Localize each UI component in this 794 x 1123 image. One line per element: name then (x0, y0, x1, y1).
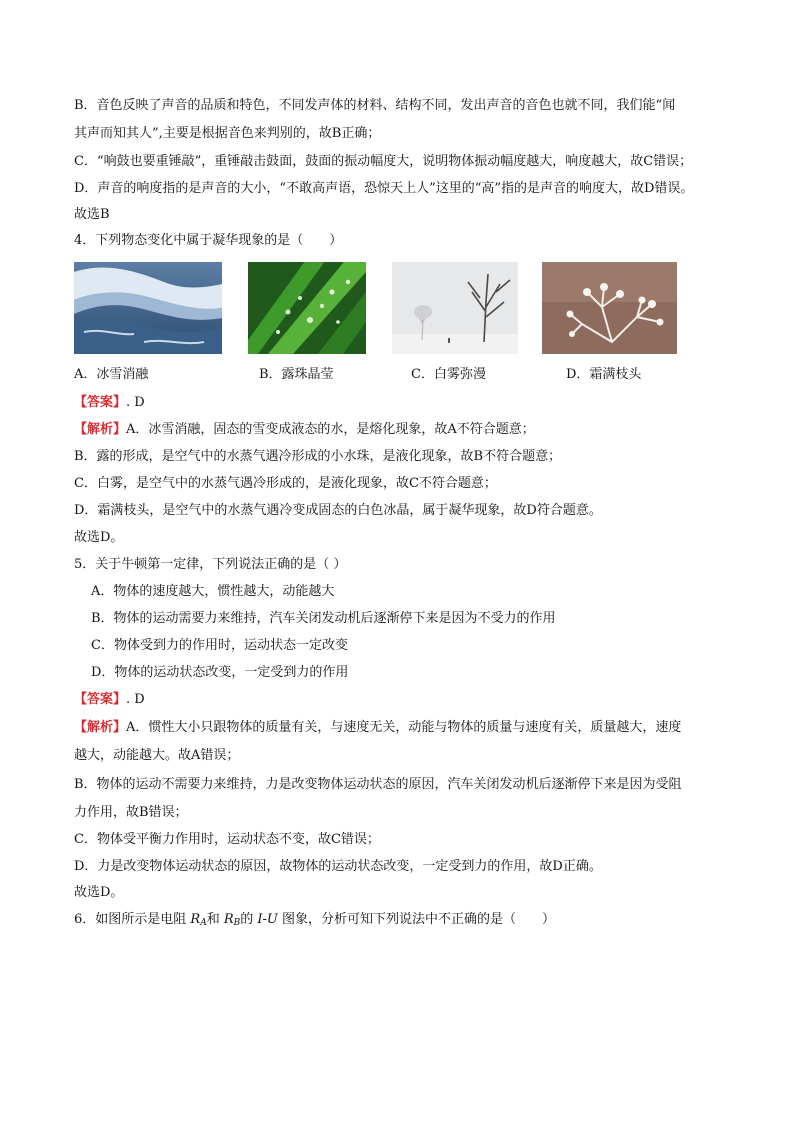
q4-option-b: B．露珠晶莹 (259, 367, 334, 382)
q5-analysis-b1: B．物体的运动不需要力来维持，力是改变物体运动状态的原因，汽车关闭发动机后逐渐停下来是因为受阻 (74, 777, 682, 792)
prev-explanation-c-line: C．“响鼓也要重锤敲”，重锤敲击鼓面，鼓面的振动幅度大，说明物体振动幅度越大，响度越大，故C错误； (74, 154, 693, 169)
q6-r-sub-b: B (233, 918, 241, 928)
q4-analysis-a (74, 421, 535, 439)
q6-suffix: 图象，分析可知下列说法中不正确的是（ ） (277, 912, 556, 927)
q5-option-a: A．物体的速度越大，惯性越大，动能越大 (91, 584, 335, 599)
q5-analysis-a1-text: A．惯性大小只跟物体的质量有关，与速度无关，动能与物体的质量与速度有关，质量越大，速度 (126, 720, 682, 735)
q5-option-b: B．物体的运动需要力来维持，汽车关闭发动机后逐渐停下来是因为不受力的作用 (91, 611, 556, 626)
prev-conclusion: 故选B (74, 207, 110, 222)
q4-analysis-b: B．露的形成，是空气中的水蒸气遇冷形成的小水珠，是液化现象，故B不符合题意； (74, 449, 562, 464)
q4-option-a: A．冰雪消融 (74, 367, 149, 382)
q5-analysis-a2: 越大，动能越大。故A错误； (74, 748, 240, 763)
q5-answer-tag: 【答案】 (74, 692, 127, 707)
q6-prefix: 6．如图所示是电阻 (74, 912, 191, 927)
frost-branch-photo (542, 262, 677, 354)
q5-option-c: C．物体受到力的作用时，运动状态一定改变 (91, 638, 348, 653)
q5-answer (74, 691, 145, 709)
q6-r-symbol-b: R (223, 912, 234, 927)
q5-answer-value: . D (126, 692, 145, 707)
q4-answer-value: . D (126, 395, 145, 410)
q5-option-d: D．物体的运动状态改变，一定受到力的作用 (91, 665, 349, 680)
q4-analysis-d: D．霜满枝头，是空气中的水蒸气遇冷变成固态的白色冰晶，属于凝华现象，故D符合题意。 (74, 503, 602, 518)
q5-conclusion: 故选D。 (74, 885, 124, 900)
q5-analysis-b2: 力作用，故B错误； (74, 805, 188, 820)
q4-analysis-a-text: A．冰雪消融，固态的雪变成液态的水，是熔化现象，故A不符合题意； (126, 422, 535, 437)
q4-analysis-tag: 【解析】 (74, 422, 127, 437)
q5-analysis-a1 (74, 719, 681, 737)
q4-analysis-c: C．白雾，是空气中的水蒸气遇冷形成的，是液化现象，故C不符合题意； (74, 476, 497, 491)
q6-r-symbol-a: R (190, 912, 201, 927)
q6-of: 的 (240, 912, 258, 927)
dew-drops-photo (248, 262, 366, 354)
q4-conclusion: 故选D。 (74, 530, 124, 545)
melting-ice-photo (74, 262, 222, 354)
q6-r-sub-a: A (200, 918, 207, 928)
q6-stem (74, 911, 555, 932)
q4-option-c: C．白雾弥漫 (411, 367, 486, 382)
q4-stem: 4．下列物态变化中属于凝华现象的是（ ） (74, 233, 343, 248)
q5-analysis-d: D．力是改变物体运动状态的原因，故物体的运动状态改变，一定受到力的作用，故D正确。 (74, 859, 602, 874)
q5-stem: 5．关于牛顿第一定律，下列说法正确的是（ ） (74, 557, 347, 572)
q4-answer-tag: 【答案】 (74, 395, 127, 410)
q5-analysis-tag: 【解析】 (74, 720, 127, 735)
prev-explanation-d-line: D．声音的响度指的是声音的大小，“不敢高声语，恐惊天上人”这里的“高”指的是声音的响度大，故D错误。 (74, 181, 694, 196)
q4-answer (74, 394, 145, 412)
q5-analysis-c: C．物体受平衡力作用时，运动状态不变，故C错误； (74, 832, 380, 847)
fog-tree-photo (392, 262, 518, 354)
prev-explanation-b-line2: 其声而知其人”,主要是根据音色来判别的，故B正确； (74, 126, 381, 141)
q6-and: 和 (206, 912, 224, 927)
q6-iu: I-U (257, 912, 278, 927)
q4-option-d: D．霜满枝头 (566, 367, 642, 382)
prev-explanation-b-line1: B．音色反映了声音的品质和特色，不同发声体的材料、结构不同，发出声音的音色也就不同，我们能“闻 (74, 98, 676, 113)
